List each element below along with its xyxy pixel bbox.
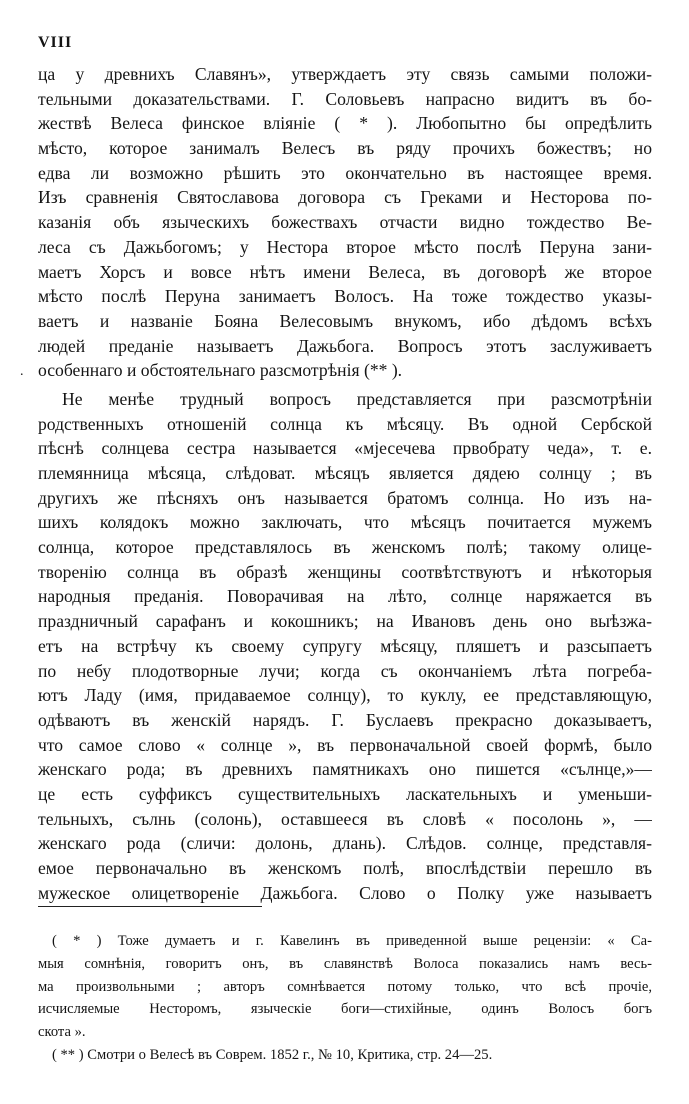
text-line: ютъ Ладу (имя, придаваемое солнцу), то куклу, ее представляющую, [38,685,652,706]
text-line: леса съ Дажьбогомъ; у Нестора второе мѣсто послѣ Перуна зани- [38,236,652,257]
footnote-line: ма произвольными ; авторъ сомнѣвается потому только, что всѣ прочіе, [38,978,652,995]
text-line: праздничный сарафанъ и кокошникъ; на Ивановъ день оно выѣзжа- [38,611,652,632]
text-line: ваетъ и названіе Бояна Велесовымъ внукомъ, ибо дѣдомъ всѣхъ [38,310,652,331]
text-line: племянница мѣсяца, слѣдоват. мѣсяцъ является дядею солнцу ; въ [38,463,652,483]
text-line: едва ли возможно рѣшить это окончательно въ настоящее время. [38,162,652,183]
text-line: Изъ сравненія Святославова договора съ Греками и Несторова по- [38,187,652,208]
text-line: мѣсто, которое занималъ Велесъ въ ряду прочихъ божествъ; но [38,138,652,159]
text-line: казанія объ языческихъ божествахъ отчасти видно тождество Ве- [38,212,652,233]
footnotes [38,930,652,1067]
footnote-line: скота ». [38,1024,86,1041]
text-line: шихъ колядокъ можно заключать, что мѣсяцъ почитается мужемъ [38,512,652,533]
text-line: особеннаго и обстоятельнаго разсмотрѣнія (** ). [38,360,403,381]
text-line: родственныхъ отношеній солнца къ мѣсяцу. Въ одной Сербской [38,413,652,434]
text-line: жествѣ Велеса финское вліяніе ( * ). Любопытно бы опредѣлить [38,113,652,134]
text-line: женскаго рода; въ древнихъ памятникахъ оно пишется «сълнце,»— [38,759,652,780]
margin-mark: . [20,364,24,379]
footnote-line: ( * ) Тоже думаетъ и г. Кавелинъ въ приведенной выше рецензіи: « Са- [52,933,652,949]
footnote-separator [38,906,262,907]
text-line: тельными доказательствами. Г. Соловьевъ напрасно видитъ въ бо- [38,88,652,109]
text-line: мѣсто послѣ Перуна занимаетъ Волосъ. На тоже тождество указы- [38,286,652,307]
text-line: мужеское олицетвореніе Дажьбога. Слово о Полку уже называетъ [38,882,652,903]
text-line: народныя преданія. Поворачивая на лѣто, солнце наряжается въ [38,586,652,607]
text-line: тельныхъ, сълнь (солонь), оставшееся въ словѣ « посолонь », — [38,808,652,829]
text-line: творенію солнца въ образѣ женщины соотвѣтствуютъ и нѣкоторыя [38,561,652,582]
text-line: солнца, которое представлялось въ женскомъ полѣ; такому олице- [38,537,652,558]
paragraph-velesa [38,62,652,383]
page-number: VIII [38,34,73,51]
main-text [38,62,652,905]
footnote-line: исчисляемые Несторомъ, языческіе боги—стихійные, одинъ Волосъ богъ [38,1001,652,1018]
text-line: другихъ же пѣсняхъ онъ называется братомъ солнца. Но изъ на- [38,487,652,508]
text-line: женскаго рода (сличи: долонь, длань). Слѣдов. солнце, представля- [38,833,652,854]
text-line: что самое слово « солнце », въ первоначальной своей формѣ, было [38,734,652,755]
text-line: етъ на встрѣчу къ своему супругу мѣсяцу, пляшетъ и разсыпаетъ [38,635,652,656]
text-line: людей преданіе называетъ Дажьбога. Вопросъ этотъ заслуживаетъ [38,335,652,356]
text-line: емое первоначально въ женскомъ полѣ, впослѣдствіи перешло въ [38,858,652,878]
footnote-line: ( ** ) Смотри о Велесѣ въ Соврем. 1852 г., № 10, Критика, стр. 24—25. [52,1046,493,1063]
text-line: пѣснѣ солнцева сестра называется «мјесечева првобрату чеда», т. е. [38,438,652,459]
text-line: ца у древнихъ Славянъ», утверждаетъ эту связь самыми положи- [38,64,652,84]
text-line: маетъ Хорсъ и вовсе нѣтъ имени Велеса, въ договорѣ же второе [38,261,652,282]
footnote-line: мыя сомнѣнія, говоритъ онъ, въ славянствѣ Волоса показались намъ весь- [38,955,652,972]
text-line: Не менѣе трудный вопросъ представляется при разсмотрѣніи [62,388,652,409]
text-line: одѣваютъ въ женскій нарядъ. Г. Буслаевъ прекрасно доказываетъ, [38,709,652,730]
text-line: це есть суффиксъ существительныхъ ласкательныхъ и уменьши- [38,783,652,804]
text-line: по небу плодотворные лучи; когда съ окончаніемъ лѣта погреба- [38,660,652,681]
paragraph-sun-moon [38,387,652,905]
